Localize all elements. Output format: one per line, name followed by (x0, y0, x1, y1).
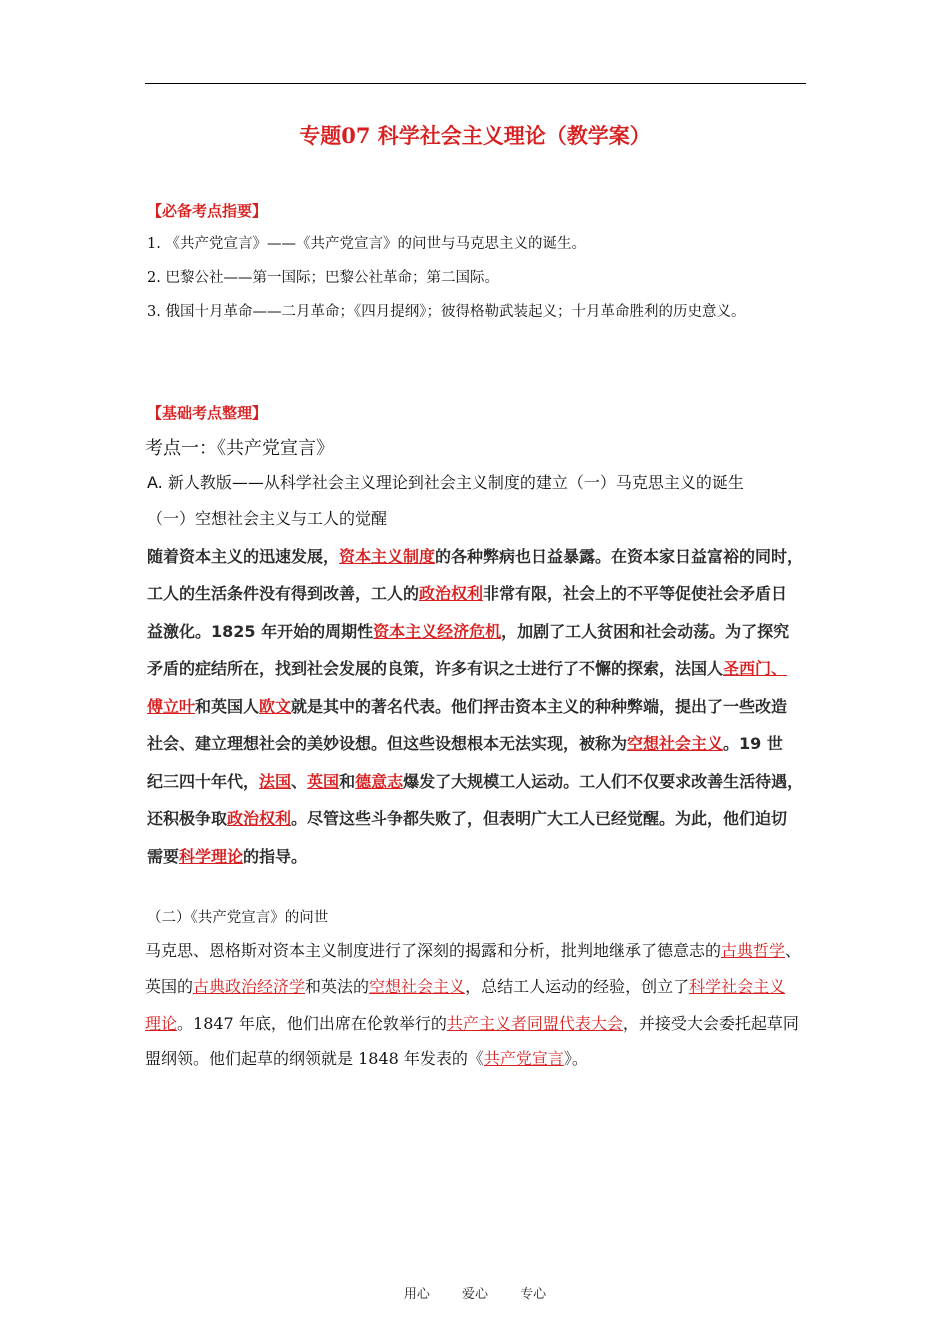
para-line: 傅立叶和英国人欧文就是其中的著名代表。他们抨击资本主义的种种弊端，提出了一些改造 (147, 697, 788, 716)
footer-text: 专心 (520, 1287, 547, 1302)
para-line: 英国的古典政治经济学和英法的空想社会主义，总结工人运动的经验，创立了科学社会主义 (145, 977, 786, 996)
para-line: 纪三四十年代，法国、英国和德意志爆发了大规模工人运动。工人们不仅要求改善生活待遇， (147, 772, 804, 791)
textbook-line: A. 新人教版——从科学社会主义理论到社会主义制度的建立（一）马克思主义的诞生 (147, 473, 744, 492)
para-line: 马克思、恩格斯对资本主义制度进行了深刻的揭露和分析，批判地继承了德意志的古典哲学、 (145, 941, 802, 960)
para-line: 益激化。1825 年开始的周期性资本主义经济危机，加剧了工人贫困和社会动荡。为了探究 (147, 622, 790, 641)
para-line: 矛盾的症结所在，找到社会发展的良策，许多有识之士进行了不懈的探索，法国人圣西门、 (147, 659, 788, 678)
para-line: 盟纲领。他们起草的纲领就是 1848 年发表的《共产党宣言》。 (145, 1049, 588, 1068)
list-item: 2. 巴黎公社——第一国际；巴黎公社革命；第二国际。 (147, 270, 499, 286)
section-heading-basics: 【基础考点整理】 (147, 404, 268, 422)
para-line: 理论。1847 年底，他们出席在伦敦举行的共产主义者同盟代表大会，并接受大会委托起草同 (145, 1014, 799, 1033)
footer-text: 用心 (403, 1287, 430, 1302)
kaodian-heading: 考点一：《共产党宣言》 (145, 438, 334, 459)
subheading-utopian: （一）空想社会主义与工人的觉醒 (147, 509, 388, 528)
header-rule (145, 83, 806, 84)
para-line: 需要科学理论的指导。 (147, 847, 308, 866)
para-line: 还积极争取政治权利。尽管这些斗争都失败了，但表明广大工人已经觉醒。为此，他们迫切 (147, 809, 788, 828)
page-footer (0, 1283, 950, 1302)
list-item: 3. 俄国十月革命——二月革命；《四月提纲》；彼得格勒武装起义；十月革命胜利的历史意义。 (147, 304, 746, 320)
subheading-manifesto: （二）《共产党宣言》的问世 (147, 910, 329, 926)
section-heading-essentials: 【必备考点指要】 (147, 202, 268, 220)
para-line: 工人的生活条件没有得到改善，工人的政治权利非常有限，社会上的不平等促使社会矛盾日 (147, 584, 788, 603)
page-title: 专题07 科学社会主义理论（教学案） (299, 123, 651, 148)
footer-text: 爱心 (461, 1287, 488, 1302)
para-line: 社会、建立理想社会的美妙设想。但这些设想根本无法实现，被称为空想社会主义。19 世 (147, 734, 783, 753)
para-line: 随着资本主义的迅速发展，资本主义制度的各种弊病也日益暴露。在资本家日益富裕的同时， (147, 547, 804, 566)
list-item: 1. 《共产党宣言》——《共产党宣言》的问世与马克思主义的诞生。 (147, 236, 586, 252)
